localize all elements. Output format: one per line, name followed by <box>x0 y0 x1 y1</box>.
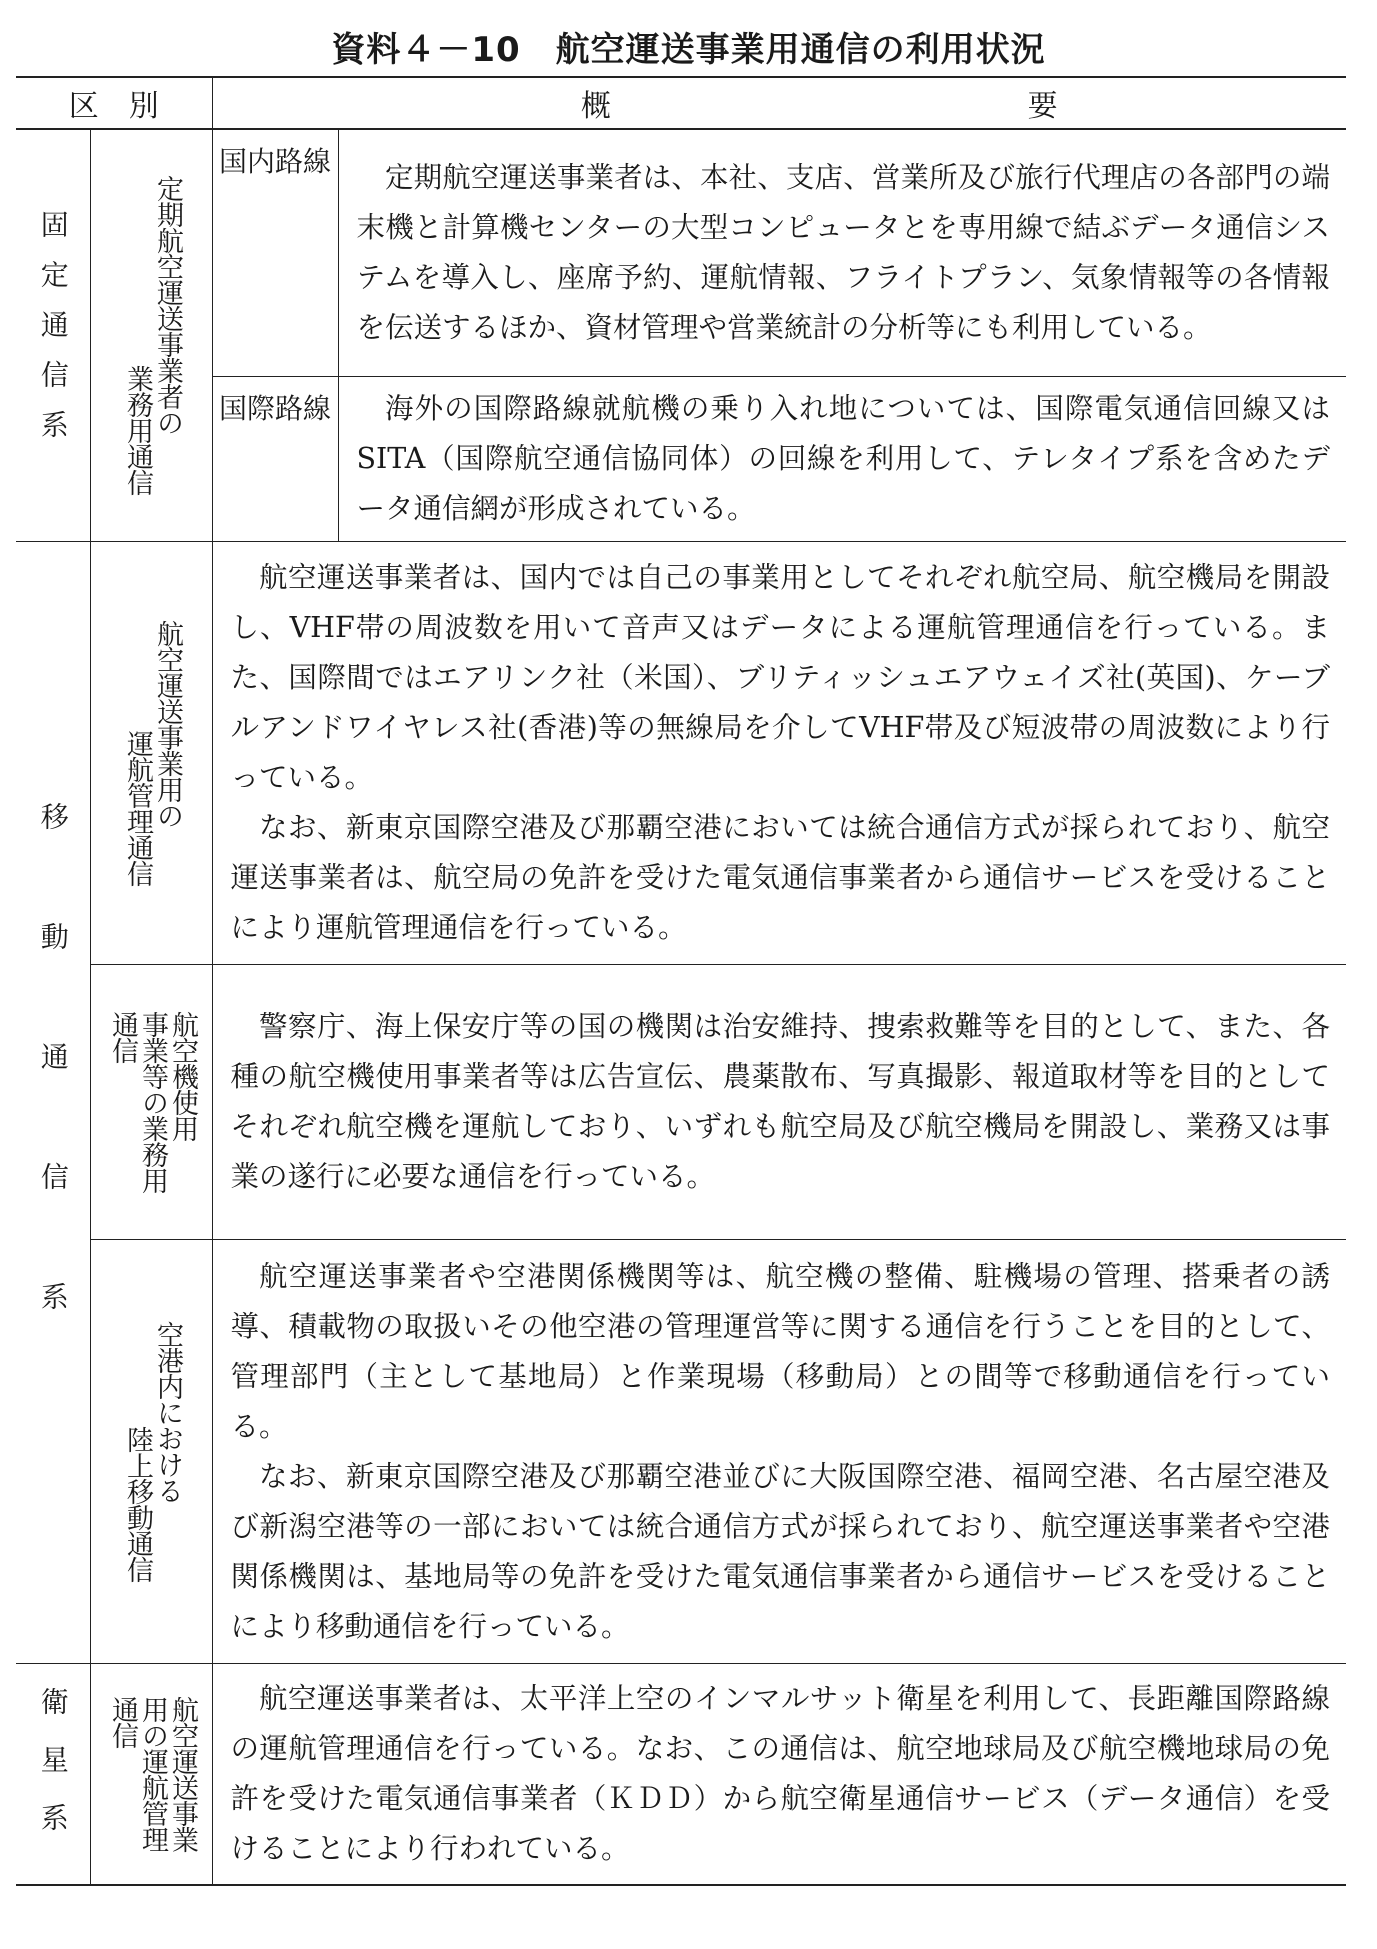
row-eisei-paragraph-1: 航空運送事業者は、太平洋上空のインマルサット衛星を利用して、長距離国際路線の運航管理通信を行っている。なお、この通信は、航空地球局及び航空機地球局の免許を受けた電気通信事業者（ＫＤＤ）から航空衛星通信サービス（データ通信）を受けることにより行われている。 <box>230 1682 1330 1866</box>
subcategory-shiyo-col1: 航空機使用 <box>167 1011 198 1142</box>
subcategory-shiyo <box>91 1011 212 1193</box>
header-kubetsu-cell <box>16 77 212 129</box>
header-kubetsu: 区 別 <box>68 88 159 124</box>
subcategory-kuko <box>91 1321 212 1582</box>
subcategory-kuko-cell <box>90 1240 212 1664</box>
subcategory-teiki-col2: 業務用通信 <box>122 365 153 496</box>
row-eisei-text-cell <box>212 1664 1346 1885</box>
route-domestic: 国内路線 <box>212 129 338 377</box>
subcategory-eisei <box>91 1696 212 1852</box>
header-gaiyo-right: 要 <box>1027 88 1058 124</box>
subcategory-teiki <box>91 175 212 495</box>
subcategory-shiyo-col2: 事業等の業務用 <box>137 1011 168 1194</box>
row-unko-paragraph-2: なお、新東京国際空港及び那覇空港においては統合通信方式が採られており、航空運送事業者は、航空局の免許を受けた電気通信事業者から通信サービスを受けることにより運航管理通信を行っている。 <box>230 811 1330 945</box>
document-title: 資料４－10 航空運送事業用通信の利用状況 <box>331 30 1046 70</box>
row-shiyo-paragraph-1: 警察庁、海上保安庁等の国の機関は治安維持、捜索救難等を目的として、また、各種の航空機使用事業者等は広告宣伝、農薬散布、写真撮影、報道取材等を目的としてそれぞれ航空機を運航しており、いずれも航空局及び航空機局を開設し、業務又は事業の遂行に必要な通信を行っている。 <box>230 1010 1330 1194</box>
subcategory-unko-col1: 航空運送事業用の <box>152 620 183 829</box>
category-ido-cell <box>16 541 90 1664</box>
header-gaiyo-cell <box>212 77 1346 129</box>
subcategory-eisei-col3: 通信 <box>107 1696 138 1749</box>
row-international-text: 海外の国際路線就航機の乗り入れ地については、国際電気通信回線又はSITA（国際航空通信協同体）の回線を利用して、テレタイプ系を含めたデータ通信網が形成されている。 <box>356 391 1330 525</box>
route-international: 国際路線 <box>212 377 338 541</box>
row-kuko-text-cell <box>212 1240 1346 1664</box>
row-domestic-text-cell <box>338 129 1346 377</box>
subcategory-unko-col2: 運航管理通信 <box>122 730 153 887</box>
subcategory-eisei-cell <box>90 1664 212 1885</box>
subcategory-teiki-cell <box>90 129 212 541</box>
subcategory-shiyo-cell <box>90 965 212 1240</box>
communication-usage-table <box>16 76 1346 1886</box>
subcategory-shiyo-col3: 通信 <box>107 1011 138 1064</box>
category-ido: 移動通信系 <box>36 802 70 1403</box>
category-eisei-cell <box>16 1664 90 1885</box>
header-gaiyo-left: 概 <box>580 88 611 124</box>
row-kuko-paragraph-1: 航空運送事業者や空港関係機関等は、航空機の整備、駐機場の管理、搭乗者の誘導、積載物の取扱いその他空港の管理運営等に関する通信を行うことを目的として、管理部門（主として基地局）と作業現場（移動局）との間等で移動通信を行っている。 <box>230 1259 1330 1443</box>
row-kuko-paragraph-2: なお、新東京国際空港及び那覇空港並びに大阪国際空港、福岡空港、名古屋空港及び新潟空港等の一部においては統合通信方式が採られており、航空運送事業者や空港関係機関は、基地局等の免許を受けた電気通信事業者から通信サービスを受けることにより移動通信を行っている。 <box>230 1459 1330 1643</box>
row-shiyo-text-cell <box>212 965 1346 1240</box>
row-unko-text-cell <box>212 541 1346 965</box>
subcategory-unko <box>91 620 212 886</box>
subcategory-eisei-col2: 用の運航管理 <box>137 1696 168 1853</box>
subcategory-teiki-col1: 定期航空運送事業者の <box>152 175 183 436</box>
row-international-text-cell <box>338 377 1346 541</box>
subcategory-kuko-col1: 空港内における <box>152 1321 183 1504</box>
category-kotei-cell <box>16 129 90 541</box>
category-eisei: 衛星系 <box>36 1687 70 1862</box>
subcategory-unko-cell <box>90 541 212 965</box>
subcategory-eisei-col1: 航空運送事業 <box>167 1696 198 1853</box>
category-kotei: 固定通信系 <box>36 210 70 461</box>
row-domestic-text: 定期航空運送事業者は、本社、支店、営業所及び旅行代理店の各部門の端末機と計算機センターの大型コンピュータとを専用線で結ぶデータ通信システムを導入し、座席予約、運航情報、フライトプラン、気象情報等の各情報を伝送するほか、資材管理や営業統計の分析等にも利用している。 <box>356 160 1330 344</box>
subcategory-kuko-col2: 陸上移動通信 <box>122 1426 153 1583</box>
row-unko-paragraph-1: 航空運送事業者は、国内では自己の事業用としてそれぞれ航空局、航空機局を開設し、VHF帯の周波数を用いて音声又はデータによる運航管理通信を行っている。また、国際間ではエアリンク社（米国）、ブリティッシュエアウェイズ社(英国)、ケーブルアンドワイヤレス社(香港)等の無線局を介してVHF帯及び短波帯の周波数により行っている。 <box>230 561 1330 795</box>
